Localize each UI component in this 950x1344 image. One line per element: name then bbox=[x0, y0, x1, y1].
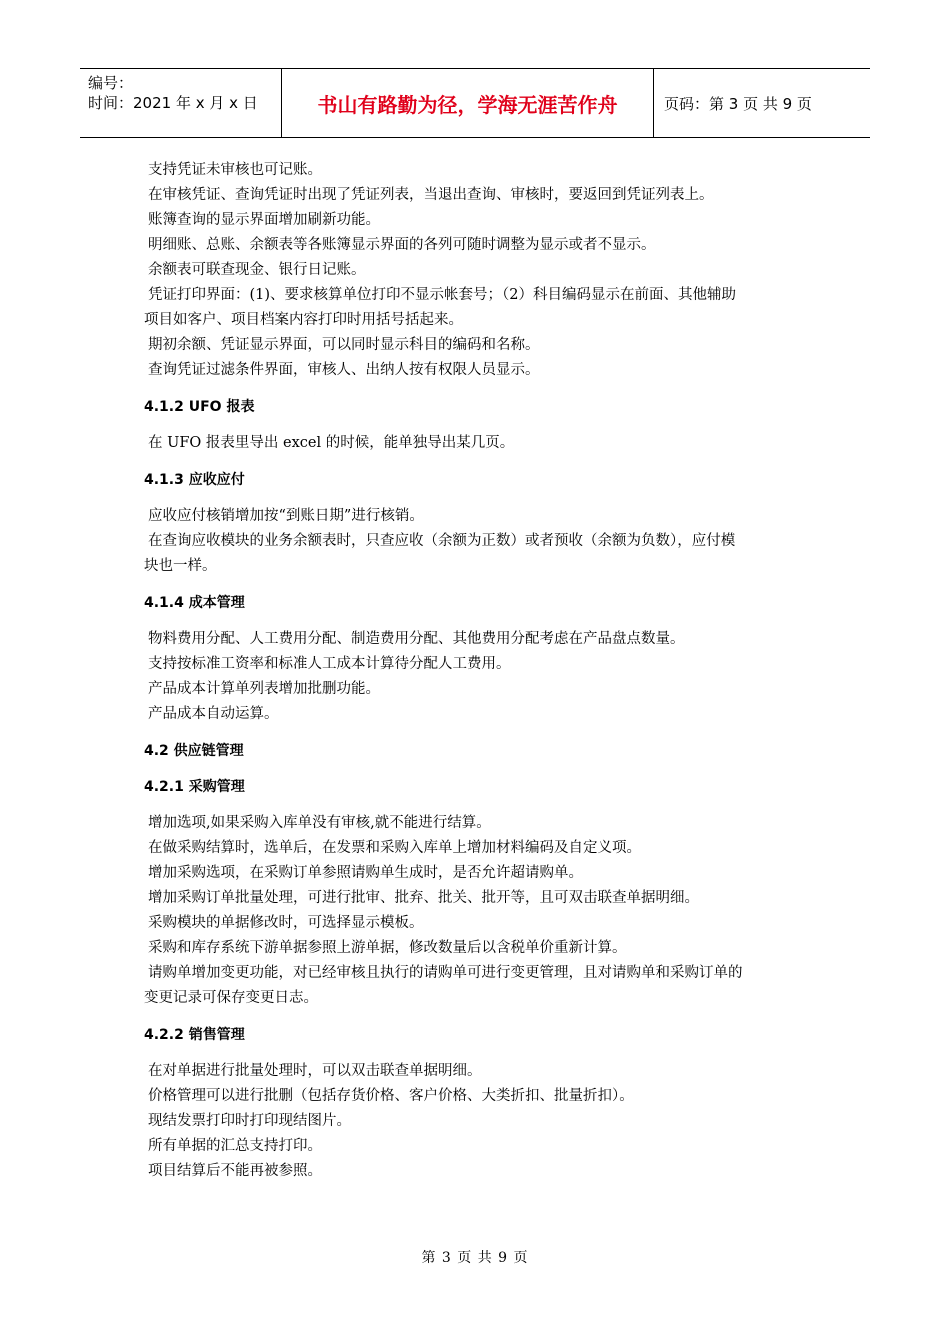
paragraph-line: 变更记录可保存变更日志。 bbox=[144, 990, 318, 1006]
paragraph-line: 在审核凭证、查询凭证时出现了凭证列表，当退出查询、审核时，要返回到凭证列表上。 bbox=[148, 187, 714, 203]
page-footer: 第 3 页 共 9 页 bbox=[421, 1250, 529, 1266]
section-heading-4-2-2: 4.2.2 销售管理 bbox=[144, 1027, 245, 1043]
paragraph-line: 明细账、总账、余额表等各账簿显示界面的各列可随时调整为显示或者不显示。 bbox=[148, 237, 656, 253]
paragraph-line: 价格管理可以进行批删（包括存货价格、客户价格、大类折扣、批量折扣）。 bbox=[148, 1088, 634, 1104]
paragraph-line: 所有单据的汇总支持打印。 bbox=[148, 1138, 322, 1154]
paragraph-line: 查询凭证过滤条件界面，审核人、出纳人按有权限人员显示。 bbox=[148, 362, 540, 378]
paragraph-line: 增加选项,如果采购入库单没有审核,就不能进行结算。 bbox=[148, 815, 491, 831]
paragraph-line: 在对单据进行批量处理时，可以双击联查单据明细。 bbox=[148, 1063, 482, 1079]
paragraph-line: 请购单增加变更功能，对已经审核且执行的请购单可进行变更管理，且对请购单和采购订单的 bbox=[148, 965, 743, 981]
paragraph-line: 在查询应收模块的业务余额表时，只查应收（余额为正数）或者预收（余额为负数），应付模 bbox=[148, 533, 736, 549]
paragraph-line: 余额表可联查现金、银行日记账。 bbox=[148, 262, 366, 278]
header-page-info: 页码：第 3 页 共 9 页 bbox=[664, 94, 812, 113]
paragraph-line: 增加采购选项，在采购订单参照请购单生成时，是否允许超请购单。 bbox=[148, 865, 583, 881]
paragraph-line: 产品成本自动运算。 bbox=[148, 706, 279, 722]
paragraph-line: 凭证打印界面：(1)、要求核算单位打印不显示帐套号；（2）科目编码显示在前面、其他辅助 bbox=[148, 287, 737, 303]
paragraph-line: 采购和库存系统下游单据参照上游单据，修改数量后以含税单价重新计算。 bbox=[148, 940, 627, 956]
section-heading-4-1-3: 4.1.3 应收应付 bbox=[144, 472, 245, 488]
paragraph-line: 支持凭证未审核也可记账。 bbox=[148, 162, 322, 178]
number-label: 编号： bbox=[88, 74, 134, 92]
header-table bbox=[80, 68, 870, 138]
paragraph-line: 增加采购订单批量处理，可进行批审、批弃、批关、批开等，且可双击联查单据明细。 bbox=[148, 890, 699, 906]
time-label: 时间：2021 年 x 月 x 日 bbox=[88, 94, 258, 112]
section-heading-4-2: 4.2 供应链管理 bbox=[144, 743, 244, 759]
paragraph-line: 在做采购结算时，选单后，在发票和采购入库单上增加材料编码及自定义项。 bbox=[148, 840, 641, 856]
paragraph-line: 应收应付核销增加按“到账日期”进行核销。 bbox=[148, 508, 424, 524]
paragraph-line: 项目结算后不能再被参照。 bbox=[148, 1163, 322, 1179]
section-heading-4-2-1: 4.2.1 采购管理 bbox=[144, 779, 245, 795]
paragraph-line: 在 UFO 报表里导出 excel 的时候，能单独导出某几页。 bbox=[148, 435, 515, 451]
paragraph-line: 产品成本计算单列表增加批删功能。 bbox=[148, 681, 380, 697]
header-left-cell bbox=[80, 69, 282, 137]
section-heading-4-1-2: 4.1.2 UFO 报表 bbox=[144, 399, 255, 415]
paragraph-line: 项目如客户、项目档案内容打印时用括号括起来。 bbox=[144, 312, 463, 328]
section-heading-4-1-4: 4.1.4 成本管理 bbox=[144, 595, 245, 611]
paragraph-line: 账簿查询的显示界面增加刷新功能。 bbox=[148, 212, 380, 228]
paragraph-line: 现结发票打印时打印现结图片。 bbox=[148, 1113, 351, 1129]
paragraph-line: 物料费用分配、人工费用分配、制造费用分配、其他费用分配考虑在产品盘点数量。 bbox=[148, 631, 685, 647]
paragraph-line: 块也一样。 bbox=[144, 558, 217, 574]
document-body bbox=[144, 158, 810, 1184]
paragraph-line: 期初余额、凭证显示界面，可以同时显示科目的编码和名称。 bbox=[148, 337, 540, 353]
paragraph-line: 支持按标准工资率和标准人工成本计算待分配人工费用。 bbox=[148, 656, 511, 672]
header-motto: 书山有路勤为径，学海无涯苦作舟 bbox=[282, 69, 654, 137]
paragraph-line: 采购模块的单据修改时，可选择显示模板。 bbox=[148, 915, 424, 931]
